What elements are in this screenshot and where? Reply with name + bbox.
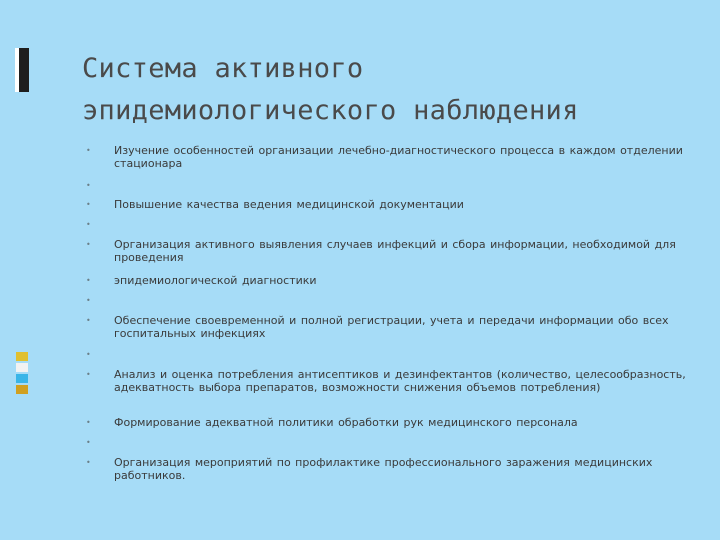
list-item-text: эпидемиологической диагностики	[114, 274, 317, 287]
decorative-color-bar	[16, 363, 28, 372]
list-item-text: Повышение качества ведения медицинской документации	[114, 198, 464, 211]
decorative-color-bars	[16, 352, 28, 396]
bullet-icon: •	[86, 276, 91, 285]
decorative-color-bar	[16, 352, 28, 361]
bullet-icon: •	[86, 200, 91, 209]
bullet-icon: •	[86, 181, 91, 190]
slide-title	[82, 48, 702, 132]
bullet-icon: •	[86, 458, 91, 467]
bullet-icon: •	[86, 296, 91, 305]
list-item-text: Анализ и оценка потребления антисептиков и дезинфектантов (количество, целесообразность, адекватность выбора препаратов, возможности снижения объемов потребления)	[114, 368, 686, 394]
bullet-icon: •	[86, 146, 91, 155]
list-item-text: Обеспечение своевременной и полной регистрации, учета и передачи информации обо всех госпитальных инфекциях	[114, 314, 669, 340]
bullet-icon: •	[86, 418, 91, 427]
slide-title-line-1: Система активного	[82, 53, 364, 84]
bullet-icon: •	[86, 370, 91, 379]
bullet-icon: •	[86, 220, 91, 229]
decorative-color-bar	[16, 374, 28, 383]
bullet-icon: •	[86, 240, 91, 249]
bullet-icon: •	[86, 350, 91, 359]
list-item-text: Организация активного выявления случаев инфекций и сбора информации, необходимой для проведения	[114, 238, 676, 264]
bullet-icon: •	[86, 438, 91, 447]
slide-title-line-2: эпидемиологического наблюдения	[82, 95, 579, 126]
list-item-text: Организация мероприятий по профилактике профессионального заражения медицинских работников.	[114, 456, 653, 482]
list-item-text: Формирование адекватной политики обработки рук медицинского персонала	[114, 416, 578, 429]
decorative-color-bar	[16, 385, 28, 394]
list-item-text: Изучение особенностей организации лечебно-диагностического процесса в каждом отделении стационара	[114, 144, 683, 170]
decorative-black-bar	[19, 48, 29, 92]
bullet-icon: •	[86, 316, 91, 325]
